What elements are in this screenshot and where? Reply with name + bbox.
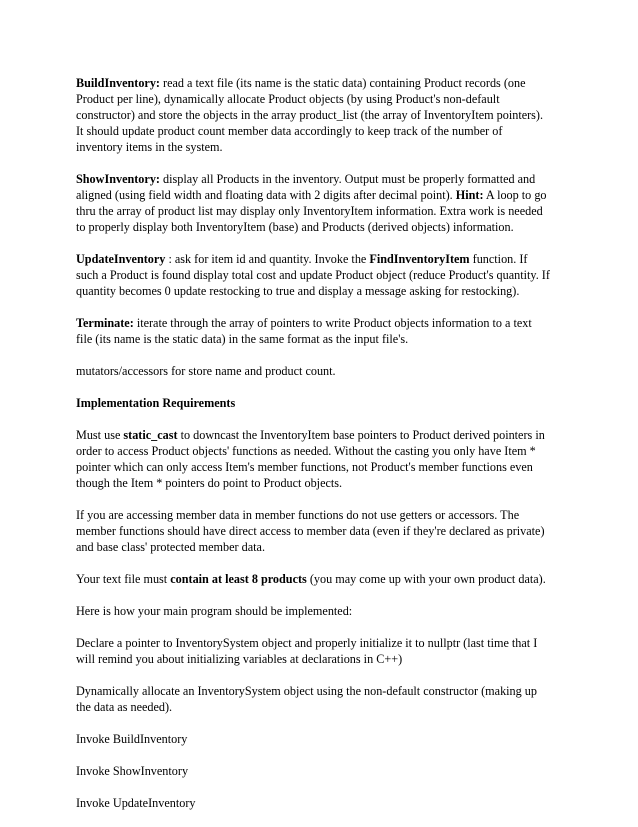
- build-inventory-label: BuildInventory:: [76, 76, 160, 90]
- invoke-build-paragraph: Invoke BuildInventory: [76, 732, 188, 746]
- invoke-update-paragraph: Invoke UpdateInventory: [76, 796, 196, 810]
- implementation-heading: [76, 395, 566, 411]
- static-cast-before: Must use: [76, 428, 124, 442]
- terminate-paragraph: [76, 315, 566, 347]
- main-intro-paragraph: Here is how your main program should be implemented:: [76, 604, 353, 618]
- declare-pointer-paragraph: Declare a pointer to InventorySystem object and properly initialize it to nullptr (last time that I will remind you about initializing variables at declarations in C++): [76, 636, 538, 666]
- static-cast-keyword: static_cast: [123, 428, 178, 442]
- show-inventory-text: display all Products in the inventory. Output must be properly formatted and aligned (using field width and floating data with 2 digits after decimal point).: [76, 172, 536, 202]
- static-cast-paragraph: [76, 427, 566, 491]
- build-inventory-text: read a text file (its name is the static data) containing Product records (one Product per line), dynamically allocate Product objects (by using Product's non-default constructor) and store the objects in the array product_list (the array of InventoryItem pointers). It should update product count member data accordingly to keep track of the number of inventory items in the system.: [76, 76, 544, 154]
- terminate-label: Terminate:: [76, 316, 134, 330]
- show-inventory-label: ShowInventory:: [76, 172, 160, 186]
- text-file-before: Your text file must: [76, 572, 171, 586]
- static-cast-after: to downcast the InventoryItem base pointers to Product derived pointers in order to access Product objects' functions as needed. Without the casting you only have Item * pointer which can only access Item's member functions, not Product's member functions even though the Item * pointers do point to Product objects.: [76, 428, 545, 490]
- hint-label: Hint:: [455, 188, 484, 202]
- find-inventory-item-label: FindInventoryItem: [369, 252, 470, 266]
- text-file-bold: contain at least 8 products: [170, 572, 307, 586]
- dynamic-alloc-paragraph: Dynamically allocate an InventorySystem object using the non-default constructor (making up the data as needed).: [76, 684, 537, 714]
- show-inventory-paragraph: [76, 171, 566, 235]
- invoke-show-paragraph: Invoke ShowInventory: [76, 764, 189, 778]
- text-file-after: (you may come up with your own product data).: [306, 572, 546, 586]
- document-page: [76, 75, 566, 827]
- show-inventory-hint-text: A loop to go thru the array of product list may display only InventoryItem information. Extra work is needed to properly display both InventoryItem (base) and Products (derived objects) information.: [76, 188, 547, 234]
- mutators-paragraph: mutators/accessors for store name and product count.: [76, 364, 336, 378]
- build-inventory-paragraph: [76, 75, 566, 155]
- update-inventory-paragraph: [76, 251, 566, 299]
- member-data-paragraph: If you are accessing member data in member functions do not use getters or accessors. The member functions should have direct access to member data (even if they're declared as private) and base class' protected member data.: [76, 508, 545, 554]
- text-file-paragraph: [76, 571, 566, 587]
- update-inventory-text-2: function. If such a Product is found display total cost and update Product object (reduce Product's quantity. If quantity becomes 0 update restocking to true and display a message asking for restocking).: [76, 252, 550, 298]
- update-inventory-text: : ask for item id and quantity. Invoke the: [165, 252, 370, 266]
- terminate-text: iterate through the array of pointers to write Product objects information to a text file (its name is the static data) in the same format as the input file's.: [76, 316, 532, 346]
- implementation-heading-text: Implementation Requirements: [76, 396, 236, 410]
- update-inventory-label: UpdateInventory: [76, 252, 166, 266]
